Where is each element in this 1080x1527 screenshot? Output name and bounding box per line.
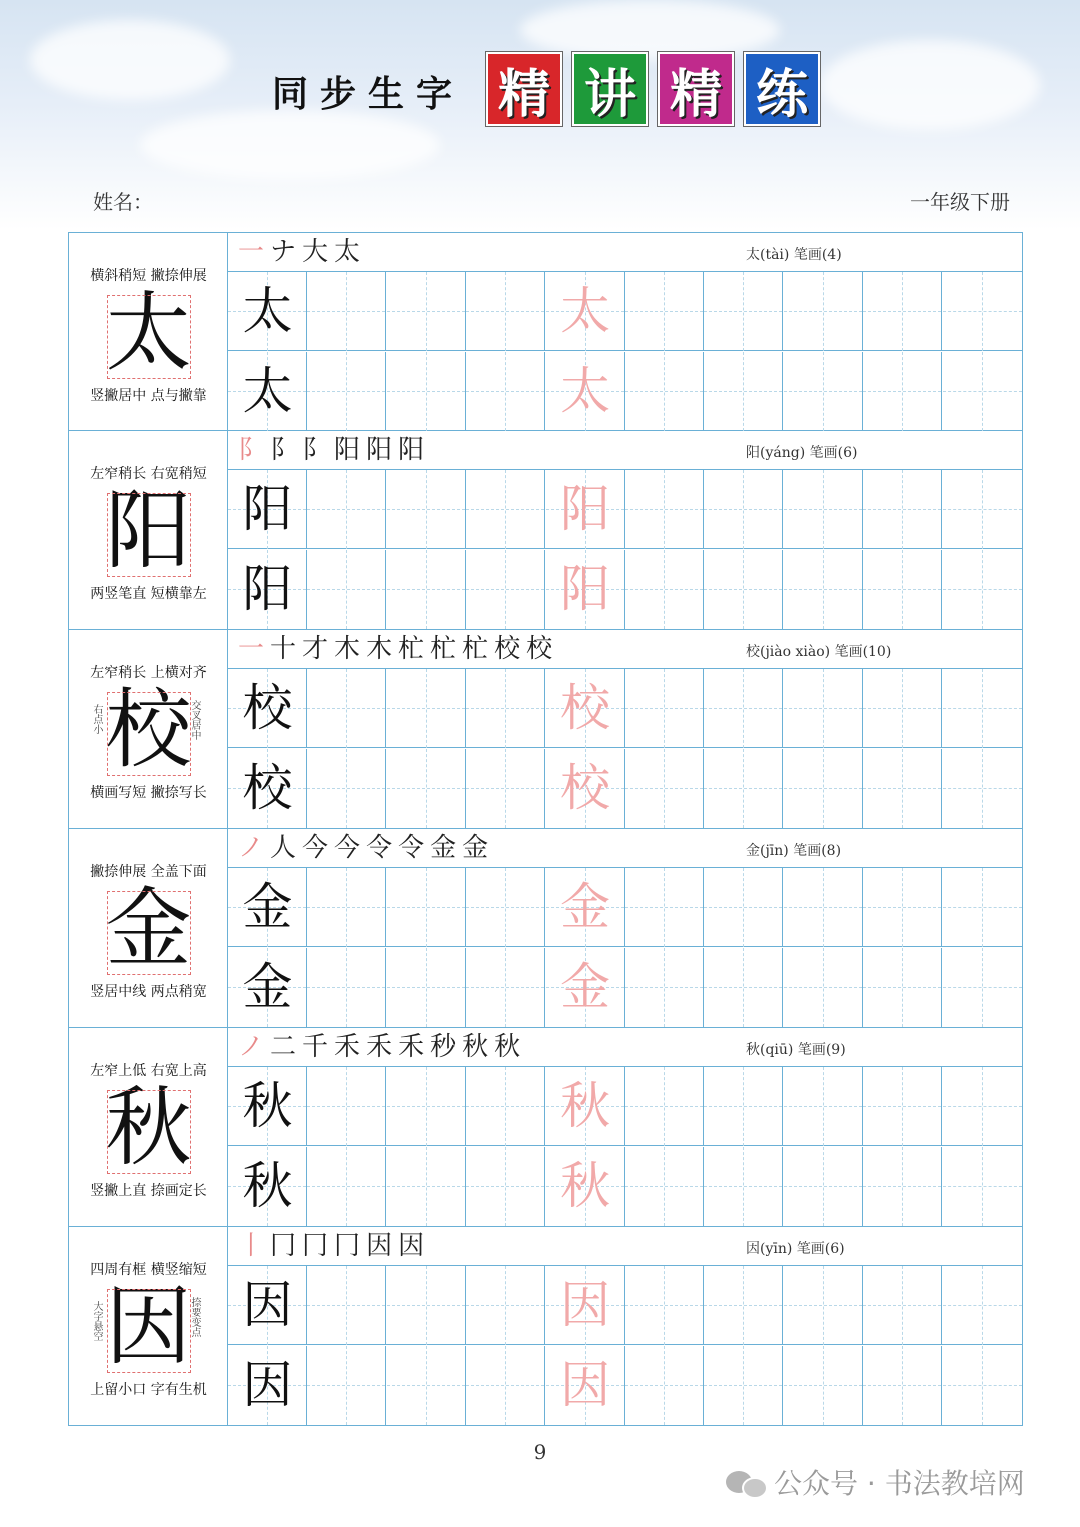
practice-row <box>228 749 1022 828</box>
tian-grid-cell[interactable] <box>704 352 783 431</box>
stroke-order-row <box>228 829 1022 868</box>
tian-grid-cell[interactable] <box>546 1147 625 1226</box>
tian-grid-cell[interactable] <box>704 550 783 629</box>
stroke-step: 令 <box>366 833 393 863</box>
stroke-step: 秋 <box>494 1032 521 1062</box>
stroke-step: ノ <box>238 1032 265 1062</box>
tian-grid-cell[interactable] <box>228 352 307 431</box>
tian-grid-cell[interactable] <box>466 868 545 947</box>
tian-grid-cell[interactable] <box>704 1067 783 1146</box>
stroke-step: 秋 <box>462 1032 489 1062</box>
model-cell <box>69 1028 228 1226</box>
stroke-sequence <box>238 1031 520 1063</box>
stroke-step: 才 <box>302 634 329 664</box>
tian-grid-cell[interactable] <box>546 1067 625 1146</box>
stroke-sequence <box>238 832 488 864</box>
example-character: 金 <box>242 878 293 936</box>
practice-row <box>228 1067 1022 1146</box>
stroke-step: 秒 <box>430 1032 457 1062</box>
tian-grid-cell[interactable] <box>943 868 1022 947</box>
trace-character: 阳 <box>560 480 611 538</box>
trace-character: 金 <box>560 958 611 1016</box>
tian-grid-cell[interactable] <box>704 948 783 1027</box>
tian-grid-cell[interactable] <box>387 1266 466 1345</box>
tian-grid-cell[interactable] <box>228 1067 307 1146</box>
tian-grid-cell[interactable] <box>625 550 704 629</box>
tian-grid-cell[interactable] <box>625 470 704 549</box>
pinyin-stroke-count: 阳(yáng) 笔画(6) <box>746 445 858 461</box>
tian-grid-cell[interactable] <box>863 1067 942 1146</box>
pinyin-stroke-count: 金(jīn) 笔画(8) <box>746 843 842 859</box>
pinyin-stroke-count: 秋(qiū) 笔画(9) <box>746 1042 846 1058</box>
tian-grid-cell[interactable] <box>387 868 466 947</box>
stroke-step: 阝 <box>238 435 265 465</box>
model-cell <box>69 431 228 629</box>
character-block <box>68 829 1023 1028</box>
practice-sheet <box>68 232 1023 1424</box>
tian-grid-cell[interactable] <box>307 1147 386 1226</box>
tian-grid-cell[interactable] <box>625 1266 704 1345</box>
tian-grid-cell[interactable] <box>704 749 783 828</box>
guide-box <box>107 891 191 975</box>
stroke-step: 冂 <box>270 1231 297 1261</box>
tian-grid-cell[interactable] <box>387 470 466 549</box>
writing-tip-top: 左窄稍长 上横对齐 <box>90 665 207 681</box>
tian-grid-cell[interactable] <box>546 272 625 351</box>
tian-grid-cell[interactable] <box>625 948 704 1027</box>
tian-grid-cell[interactable] <box>625 669 704 748</box>
stroke-order-row <box>228 1028 1022 1067</box>
stroke-step: 阳 <box>334 435 361 465</box>
trace-character: 因 <box>560 1356 611 1414</box>
tian-grid-cell[interactable] <box>943 1067 1022 1146</box>
tian-grid-cell[interactable] <box>784 1346 863 1425</box>
tian-grid-cell[interactable] <box>466 470 545 549</box>
side-note-left: 右点小 <box>91 704 102 734</box>
model-character: 秋 <box>105 1078 192 1178</box>
tian-grid-cell[interactable] <box>387 352 466 431</box>
model-cell <box>69 630 228 828</box>
tian-grid-cell[interactable] <box>546 749 625 828</box>
tian-grid-cell[interactable] <box>546 352 625 431</box>
tian-grid-cell[interactable] <box>863 1266 942 1345</box>
character-block <box>68 1227 1023 1426</box>
trace-character: 秋 <box>560 1077 611 1135</box>
tian-grid-cell[interactable] <box>784 352 863 431</box>
practice-row <box>228 352 1022 431</box>
tian-grid-cell[interactable] <box>704 1147 783 1226</box>
stroke-step: 杧 <box>398 634 425 664</box>
trace-character: 校 <box>560 679 611 737</box>
guide-box <box>107 1289 191 1373</box>
character-block <box>68 431 1023 630</box>
tian-grid-cell[interactable] <box>307 1067 386 1146</box>
stroke-step: 大 <box>302 237 329 267</box>
stroke-step: 阝 <box>302 435 329 465</box>
tian-grid-cell[interactable] <box>625 1147 704 1226</box>
tian-grid-cell[interactable] <box>784 550 863 629</box>
tian-grid-cell[interactable] <box>466 1266 545 1345</box>
tian-grid-cell[interactable] <box>863 868 942 947</box>
trace-character: 因 <box>560 1276 611 1334</box>
tian-grid-cell[interactable] <box>863 669 942 748</box>
trace-character: 校 <box>560 759 611 817</box>
tian-grid-cell[interactable] <box>943 1346 1022 1425</box>
tian-grid-cell[interactable] <box>704 470 783 549</box>
practice-row <box>228 1147 1022 1226</box>
trace-character: 阳 <box>560 560 611 618</box>
writing-tip-bottom: 竖居中线 两点稍宽 <box>90 984 207 1000</box>
tian-grid-cell[interactable] <box>784 272 863 351</box>
tian-grid-cell[interactable] <box>704 272 783 351</box>
model-cell <box>69 829 228 1027</box>
tian-grid-cell[interactable] <box>307 868 386 947</box>
stroke-step: 丨 <box>238 1231 265 1261</box>
tian-grid-cell[interactable] <box>387 550 466 629</box>
stroke-step: 一 <box>238 634 265 664</box>
title-badges <box>486 52 820 126</box>
stroke-step: 禾 <box>366 1032 393 1062</box>
tian-grid-cell[interactable] <box>784 1147 863 1226</box>
tian-grid-cell[interactable] <box>546 948 625 1027</box>
model-cell <box>69 1227 228 1425</box>
tian-grid-cell[interactable] <box>228 470 307 549</box>
example-character: 秋 <box>242 1157 293 1215</box>
tian-grid-cell[interactable] <box>228 1266 307 1345</box>
writing-tip-bottom: 横画写短 撇捺写长 <box>90 785 207 801</box>
trace-character: 太 <box>560 282 611 340</box>
tian-grid-cell[interactable] <box>466 352 545 431</box>
page-title: 同步生字 <box>272 74 465 115</box>
writing-tip-bottom: 竖撇上直 捺画定长 <box>90 1183 207 1199</box>
writing-tip-top: 四周有框 横竖缩短 <box>90 1262 207 1278</box>
tian-grid-cell[interactable] <box>863 550 942 629</box>
stroke-step: 冂 <box>334 1231 361 1261</box>
writing-tip-bottom: 上留小口 字有生机 <box>90 1382 207 1398</box>
stroke-step: 木 <box>366 634 393 664</box>
practice-row <box>228 669 1022 748</box>
stroke-step: ノ <box>238 833 265 863</box>
title-badge: 练 <box>744 52 820 126</box>
tian-grid-cell[interactable] <box>863 1346 942 1425</box>
tian-grid-cell[interactable] <box>943 1147 1022 1226</box>
tian-grid-cell[interactable] <box>387 1067 466 1146</box>
tian-grid-cell[interactable] <box>546 1346 625 1425</box>
example-character: 秋 <box>242 1077 293 1135</box>
tian-grid-cell[interactable] <box>943 272 1022 351</box>
tian-grid-cell[interactable] <box>307 272 386 351</box>
practice-row <box>228 470 1022 549</box>
writing-tip-top: 横斜稍短 撇捺伸展 <box>90 268 207 284</box>
tian-grid-cell[interactable] <box>466 1147 545 1226</box>
stroke-step: 人 <box>270 833 297 863</box>
writing-tip-top: 左窄上低 右宽上高 <box>90 1063 207 1079</box>
tian-grid-cell[interactable] <box>228 1346 307 1425</box>
tian-grid-cell[interactable] <box>943 749 1022 828</box>
writing-tip-bottom: 两竖笔直 短横靠左 <box>90 586 207 602</box>
tian-grid-cell[interactable] <box>784 948 863 1027</box>
example-character: 太 <box>242 282 293 340</box>
tian-grid-cell[interactable] <box>546 1266 625 1345</box>
tian-grid-cell[interactable] <box>228 550 307 629</box>
stroke-step: 阝 <box>270 435 297 465</box>
tian-grid-cell[interactable] <box>625 1346 704 1425</box>
tian-grid-cell[interactable] <box>625 749 704 828</box>
example-character: 阳 <box>242 560 293 618</box>
tian-grid-cell[interactable] <box>307 948 386 1027</box>
tian-grid-cell[interactable] <box>387 749 466 828</box>
tian-grid-cell[interactable] <box>704 1266 783 1345</box>
stroke-step: 校 <box>526 634 553 664</box>
stroke-sequence <box>238 236 360 268</box>
practice-row <box>228 1266 1022 1345</box>
tian-grid-cell[interactable] <box>307 550 386 629</box>
model-character: 太 <box>105 283 192 383</box>
tian-grid-cell[interactable] <box>546 669 625 748</box>
example-character: 阳 <box>242 480 293 538</box>
tian-grid-cell[interactable] <box>228 1147 307 1226</box>
tian-grid-cell[interactable] <box>863 749 942 828</box>
tian-grid-cell[interactable] <box>625 868 704 947</box>
practice-row <box>228 272 1022 351</box>
stroke-order-row <box>228 630 1022 669</box>
stroke-sequence <box>238 633 552 665</box>
tian-grid-cell[interactable] <box>863 470 942 549</box>
stroke-step: 今 <box>334 833 361 863</box>
tian-grid-cell[interactable] <box>943 948 1022 1027</box>
stroke-sequence <box>238 434 424 466</box>
model-character: 阳 <box>105 481 192 581</box>
guide-box <box>107 295 191 379</box>
tian-grid-cell[interactable] <box>863 948 942 1027</box>
stroke-step: 冂 <box>302 1231 329 1261</box>
character-block <box>68 1028 1023 1227</box>
practice-row <box>228 948 1022 1027</box>
stroke-step: 阳 <box>398 435 425 465</box>
tian-grid-cell[interactable] <box>466 948 545 1027</box>
writing-tip-top: 左窄稍长 右宽稍短 <box>90 466 207 482</box>
model-character: 因 <box>105 1277 192 1377</box>
stroke-step: 金 <box>462 833 489 863</box>
tian-grid-cell[interactable] <box>307 1346 386 1425</box>
tian-grid-cell[interactable] <box>863 1147 942 1226</box>
model-character: 校 <box>105 680 192 780</box>
tian-grid-cell[interactable] <box>466 669 545 748</box>
stroke-step: 木 <box>334 634 361 664</box>
stroke-step: ナ <box>270 237 297 267</box>
practice-row <box>228 868 1022 947</box>
tian-grid-cell[interactable] <box>228 669 307 748</box>
example-character: 因 <box>242 1276 293 1334</box>
stroke-order-row <box>228 233 1022 272</box>
writing-tip-bottom: 竖撇居中 点与撇靠 <box>90 388 207 404</box>
tian-grid-cell[interactable] <box>228 272 307 351</box>
guide-box <box>107 493 191 577</box>
name-label: 姓名： <box>93 190 153 214</box>
stroke-step: 校 <box>494 634 521 664</box>
tian-grid-cell[interactable] <box>466 1346 545 1425</box>
tian-grid-cell[interactable] <box>784 1266 863 1345</box>
tian-grid-cell[interactable] <box>784 669 863 748</box>
title-badge: 精 <box>658 52 734 126</box>
tian-grid-cell[interactable] <box>863 352 942 431</box>
tian-grid-cell[interactable] <box>466 749 545 828</box>
title-badge: 精 <box>486 52 562 126</box>
stroke-step: 杧 <box>430 634 457 664</box>
example-character: 太 <box>242 362 293 420</box>
wechat-icon <box>726 1467 766 1497</box>
trace-character: 秋 <box>560 1157 611 1215</box>
tian-grid-cell[interactable] <box>466 272 545 351</box>
tian-grid-cell[interactable] <box>784 868 863 947</box>
pinyin-stroke-count: 因(yīn) 笔画(6) <box>746 1241 845 1257</box>
trace-character: 金 <box>560 878 611 936</box>
stroke-order-row <box>228 431 1022 470</box>
tian-grid-cell[interactable] <box>228 749 307 828</box>
tian-grid-cell[interactable] <box>387 1147 466 1226</box>
tian-grid-cell[interactable] <box>943 1266 1022 1345</box>
watermark <box>726 1462 1025 1502</box>
guide-box <box>107 1090 191 1174</box>
example-character: 金 <box>242 958 293 1016</box>
watermark-text: 公众号 · 书法教培网 <box>774 1467 1025 1500</box>
tian-grid-cell[interactable] <box>625 272 704 351</box>
writing-tip-top: 撇捺伸展 全盖下面 <box>90 864 207 880</box>
tian-grid-cell[interactable] <box>546 470 625 549</box>
tian-grid-cell[interactable] <box>307 1266 386 1345</box>
tian-grid-cell[interactable] <box>625 1067 704 1146</box>
tian-grid-cell[interactable] <box>307 669 386 748</box>
grade-label: 一年级下册 <box>910 190 1010 214</box>
side-note-right: 交叉居中 <box>189 700 200 740</box>
tian-grid-cell[interactable] <box>387 1346 466 1425</box>
tian-grid-cell[interactable] <box>863 272 942 351</box>
stroke-step: 金 <box>430 833 457 863</box>
tian-grid-cell[interactable] <box>784 749 863 828</box>
character-block <box>68 630 1023 829</box>
practice-row <box>228 1346 1022 1425</box>
stroke-step: 十 <box>270 634 297 664</box>
title-badge: 讲 <box>572 52 648 126</box>
stroke-step: 禾 <box>398 1032 425 1062</box>
tian-grid-cell[interactable] <box>307 470 386 549</box>
tian-grid-cell[interactable] <box>784 470 863 549</box>
stroke-sequence <box>238 1230 424 1262</box>
stroke-step: 二 <box>270 1032 297 1062</box>
side-note-right: 捺要变点 <box>189 1297 200 1337</box>
pinyin-stroke-count: 校(jiào xiào) 笔画(10) <box>746 644 892 660</box>
tian-grid-cell[interactable] <box>228 868 307 947</box>
stroke-step: 因 <box>398 1231 425 1261</box>
tian-grid-cell[interactable] <box>387 272 466 351</box>
side-note-left: 大字悬空 <box>91 1301 102 1341</box>
example-character: 因 <box>242 1356 293 1414</box>
tian-grid-cell[interactable] <box>943 470 1022 549</box>
tian-grid-cell[interactable] <box>943 669 1022 748</box>
stroke-step: 一 <box>238 237 265 267</box>
tian-grid-cell[interactable] <box>466 1067 545 1146</box>
tian-grid-cell[interactable] <box>784 1067 863 1146</box>
stroke-step: 因 <box>366 1231 393 1261</box>
stroke-step: 今 <box>302 833 329 863</box>
tian-grid-cell[interactable] <box>546 550 625 629</box>
tian-grid-cell[interactable] <box>307 352 386 431</box>
tian-grid-cell[interactable] <box>625 352 704 431</box>
tian-grid-cell[interactable] <box>704 868 783 947</box>
tian-grid-cell[interactable] <box>943 550 1022 629</box>
tian-grid-cell[interactable] <box>704 1346 783 1425</box>
pinyin-stroke-count: 太(tài) 笔画(4) <box>746 247 842 263</box>
character-block <box>68 232 1023 431</box>
stroke-step: 杧 <box>462 634 489 664</box>
tian-grid-cell[interactable] <box>704 669 783 748</box>
tian-grid-cell[interactable] <box>387 948 466 1027</box>
stroke-step: 令 <box>398 833 425 863</box>
example-character: 校 <box>242 679 293 737</box>
tian-grid-cell[interactable] <box>387 669 466 748</box>
trace-character: 太 <box>560 362 611 420</box>
tian-grid-cell[interactable] <box>466 550 545 629</box>
tian-grid-cell[interactable] <box>943 352 1022 431</box>
stroke-step: 阳 <box>366 435 393 465</box>
tian-grid-cell[interactable] <box>546 868 625 947</box>
stroke-step: 千 <box>302 1032 329 1062</box>
example-character: 校 <box>242 759 293 817</box>
tian-grid-cell[interactable] <box>307 749 386 828</box>
stroke-order-row <box>228 1227 1022 1266</box>
model-cell <box>69 233 228 430</box>
practice-row <box>228 550 1022 629</box>
guide-box <box>107 692 191 776</box>
stroke-step: 禾 <box>334 1032 361 1062</box>
stroke-step: 太 <box>334 237 361 267</box>
tian-grid-cell[interactable] <box>228 948 307 1027</box>
page-number: 9 <box>533 1440 547 1464</box>
model-character: 金 <box>105 879 192 979</box>
